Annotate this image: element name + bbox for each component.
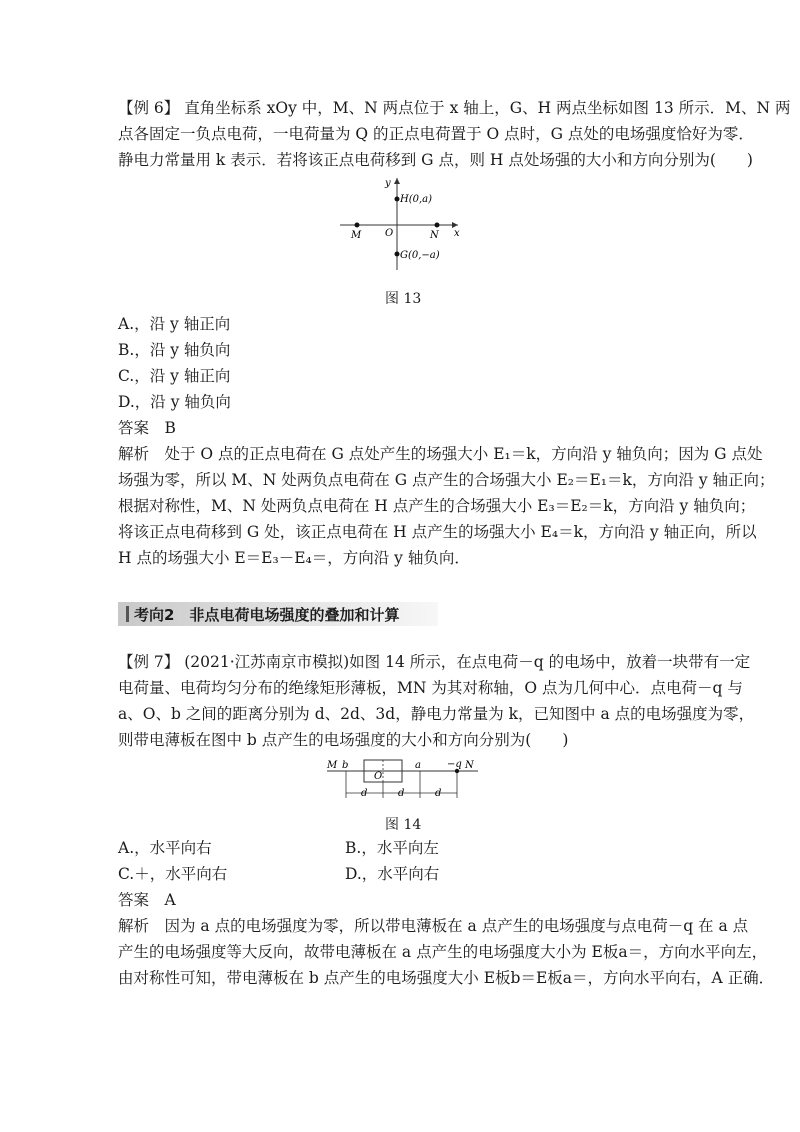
ex6-option-a: A.，沿 y 轴正向 [118, 315, 231, 333]
ex6-line-3: 静电力常量用 k 表示．若将该正点电荷移到 G 点，则 H 点处场强的大小和方向分别为( ) [118, 151, 753, 169]
origin-label: O [385, 228, 394, 239]
label-o: O [374, 771, 383, 782]
label-a: a [415, 760, 421, 771]
point-m [355, 223, 360, 228]
ex6-analysis-line-1: 解析 处于 O 点的正点电荷在 G 点处产生的场强大小 E₁＝k，方向沿 y 轴负向；因为 G 点处 [118, 445, 763, 463]
ex6-line-2: 点各固定一负点电荷，一电荷量为 Q 的正点电荷置于 O 点时，G 点处的电场强度恰好为零． [118, 125, 754, 143]
label-minus-q: −q [447, 759, 462, 770]
y-axis-arrow-icon [394, 178, 400, 184]
ex7-line-1: 【例 7】 (2021·江苏南京市模拟)如图 14 所示，在点电荷－q 的电场中，放着一块带有一定 [118, 653, 751, 671]
ex6-analysis-line-4: 将该正点电荷移到 G 处，该正点电荷在 H 点产生的场强大小 E₄＝k，方向沿 y 轴正向，所以 [118, 523, 757, 541]
ex7-line-3: a、O、b 之间的距离分别为 d、2d、3d，静电力常量为 k，已知图中 a 点的电场强度为零， [118, 705, 755, 723]
label-b: b [342, 760, 349, 771]
point-m-label: M [351, 230, 362, 241]
ex6-option-c: C.，沿 y 轴正向 [118, 367, 231, 385]
distance-d-2: d [398, 788, 405, 799]
ex7-answer: 答案 A [118, 891, 176, 909]
point-n [435, 223, 440, 228]
ex6-analysis-line-3: 根据对称性，M、N 处两负点电荷在 H 点产生的合场强大小 E₃＝E₂＝k，方向沿 y 轴负向； [118, 497, 756, 515]
point-n-label: N [430, 230, 439, 241]
figure-13-caption: 图 13 [385, 291, 422, 307]
distance-d-1: d [361, 788, 368, 799]
figure-13-coordinate-diagram [330, 172, 480, 272]
point-h-label: H(0,a) [400, 194, 433, 205]
ex6-line-1: 【例 6】 直角坐标系 xOy 中，M、N 两点位于 x 轴上，G、H 两点坐标如图 13 所示．M、N 两 [118, 99, 791, 117]
section-title: 考向2 非点电荷电场强度的叠加和计算 [134, 606, 400, 624]
figure-14-plate-diagram [322, 756, 482, 806]
x-axis-label: x [454, 228, 460, 239]
point-g-label: G(0,−a) [400, 250, 440, 261]
label-n: N [465, 760, 474, 771]
y-axis-label: y [385, 178, 391, 189]
point-g [395, 252, 400, 257]
point-h [395, 197, 400, 202]
section-header [118, 602, 438, 626]
ex7-line-2: 电荷量、电荷均匀分布的绝缘矩形薄板，MN 为其对称轴，O 点为几何中心．点电荷－q 与 [118, 679, 743, 697]
ex7-option-c: C.＋，水平向右 [118, 865, 228, 883]
ex7-analysis-line-2: 产生的电场强度等大反向，故带电薄板在 a 点产生的电场强度大小为 E板a＝，方向水平向左， [118, 943, 768, 961]
ex7-line-4: 则带电薄板在图中 b 点产生的电场强度的大小和方向分别为( ) [118, 731, 569, 749]
ex6-option-d: D.，沿 y 轴负向 [118, 393, 231, 411]
ex7-option-a: A.，水平向右 [118, 839, 212, 857]
ex6-analysis-line-2: 场强为零，所以 M、N 处两负点电荷在 G 点产生的合场强大小 E₂＝E₁＝k，方向沿 y 轴正向； [118, 471, 775, 489]
label-m: M [327, 760, 338, 771]
ex7-analysis-line-3: 由对称性可知，带电薄板在 b 点产生的电场强度大小 E板b＝E板a＝，方向水平向右，A 正确． [118, 969, 775, 987]
ex6-answer: 答案 B [118, 419, 176, 437]
ex6-option-b: B.，沿 y 轴负向 [118, 341, 231, 359]
ex6-analysis-line-5: H 点的场强大小 E＝E₃－E₄＝，方向沿 y 轴负向． [118, 549, 470, 567]
ex7-option-b: B.，水平向左 [345, 839, 439, 857]
section-marker [126, 606, 129, 622]
figure-14-caption: 图 14 [385, 817, 422, 833]
ex7-analysis-line-1: 解析 因为 a 点的电场强度为零，所以带电薄板在 a 点产生的电场强度与点电荷－q 在 a 点 [118, 917, 749, 935]
ex7-option-d: D.，水平向右 [345, 865, 440, 883]
distance-d-3: d [435, 788, 442, 799]
